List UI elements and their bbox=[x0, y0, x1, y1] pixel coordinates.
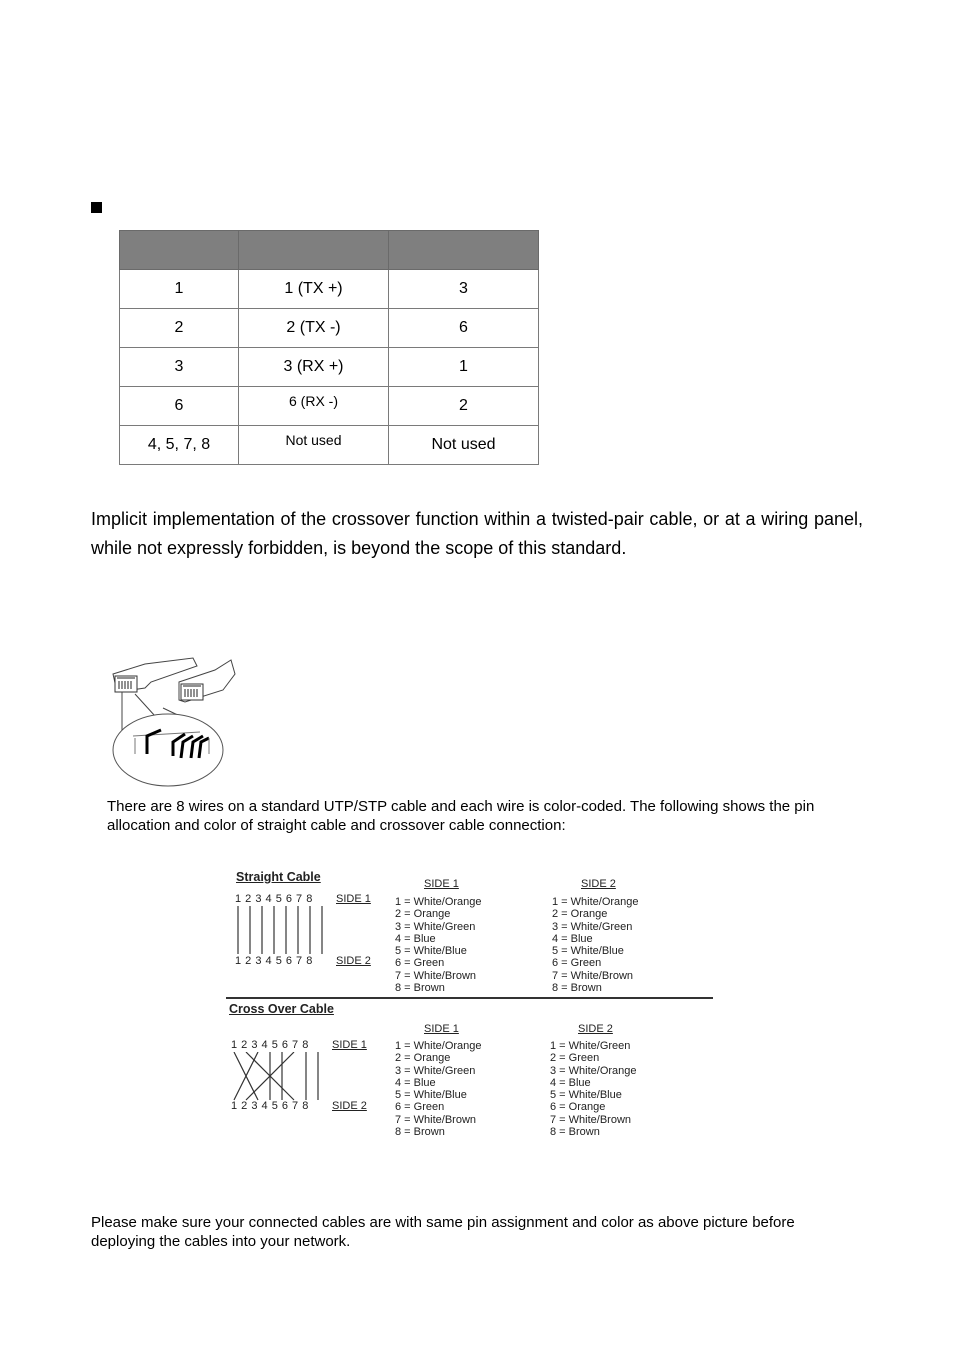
table-cell: 4, 5, 7, 8 bbox=[120, 426, 239, 465]
table-header-cell bbox=[389, 231, 539, 270]
table-cell: 1 bbox=[120, 270, 239, 309]
list-item: 1 = White/Orange bbox=[552, 896, 639, 908]
table-cell: 3 bbox=[389, 270, 539, 309]
straight-side1-label: SIDE 1 bbox=[336, 893, 371, 905]
footer-note: Please make sure your connected cables are with same pin assignment and color as above picture before deploying the cables into your network. bbox=[91, 1214, 795, 1250]
list-item: 1 = White/Orange bbox=[395, 896, 482, 908]
table-cell: 3 bbox=[120, 348, 239, 387]
straight-pins-top: 1 2 3 4 5 6 7 8 bbox=[235, 893, 313, 905]
straight-cable-title: Straight Cable bbox=[236, 870, 321, 884]
pin-assignment-table bbox=[119, 230, 539, 465]
list-item: 3 = White/Green bbox=[395, 1064, 476, 1077]
crossover-wires bbox=[232, 1052, 328, 1102]
list-item: 5 = White/Blue bbox=[395, 1089, 467, 1102]
list-item: 7 = White/Brown bbox=[395, 1113, 477, 1126]
table-cell: Not used bbox=[239, 426, 389, 465]
list-item: 4 = Blue bbox=[395, 932, 436, 945]
straight-wires bbox=[236, 906, 332, 956]
list-item: 3 = White/Green bbox=[395, 920, 476, 933]
list-item: 5 = White/Blue bbox=[395, 945, 467, 958]
table-header-cell bbox=[239, 231, 389, 270]
straight-side2-header: SIDE 2 bbox=[581, 878, 616, 890]
list-item: 1 = White/Orange bbox=[395, 1040, 482, 1052]
table-cell: 2 bbox=[389, 387, 539, 426]
table-cell: 1 bbox=[389, 348, 539, 387]
table-cell: 2 (TX -) bbox=[239, 309, 389, 348]
list-item: 3 = White/Orange bbox=[550, 1064, 637, 1077]
list-item: 6 = Green bbox=[395, 957, 445, 970]
list-item: 8 = Brown bbox=[552, 982, 602, 995]
list-item: 8 = Brown bbox=[550, 1126, 600, 1139]
list-item: 7 = White/Brown bbox=[552, 969, 634, 982]
list-item: 2 = Green bbox=[550, 1052, 600, 1065]
list-item: 7 = White/Brown bbox=[550, 1113, 632, 1126]
straight-side2-list bbox=[552, 896, 639, 994]
table-header-row bbox=[120, 231, 539, 270]
list-item: 6 = Green bbox=[395, 1101, 445, 1114]
wiring-caption: There are 8 wires on a standard UTP/STP cable and each wire is color-coded. The following shows the pin allocation and color of straight cable and crossover cable connection: bbox=[107, 798, 815, 834]
table-cell: 3 (RX +) bbox=[239, 348, 389, 387]
cross-side2-label: SIDE 2 bbox=[332, 1100, 367, 1112]
list-item: 6 = Green bbox=[552, 957, 602, 970]
table-cell: 6 (RX -) bbox=[239, 387, 389, 426]
table-cell: 6 bbox=[389, 309, 539, 348]
table-cell: 2 bbox=[120, 309, 239, 348]
table-cell: 6 bbox=[120, 387, 239, 426]
bullet-marker bbox=[91, 202, 102, 213]
rj45-cable-illustration bbox=[105, 650, 240, 790]
list-item: 8 = Brown bbox=[395, 982, 445, 995]
diagram-divider bbox=[226, 997, 713, 999]
table-header-cell bbox=[120, 231, 239, 270]
cross-side2-header: SIDE 2 bbox=[578, 1023, 613, 1035]
crossover-paragraph: Implicit implementation of the crossover function within a twisted-pair cable, or at a wiring panel, while not expressly forbidden, is beyond the scope of this standard. bbox=[91, 509, 863, 558]
list-item: 5 = White/Blue bbox=[550, 1089, 622, 1102]
list-item: 3 = White/Green bbox=[552, 920, 633, 933]
table-row bbox=[120, 309, 539, 348]
list-item: 2 = Orange bbox=[552, 908, 608, 921]
table-cell: 1 (TX +) bbox=[239, 270, 389, 309]
straight-side1-header: SIDE 1 bbox=[424, 878, 459, 890]
list-item: 5 = White/Blue bbox=[552, 945, 624, 958]
list-item: 6 = Orange bbox=[550, 1101, 606, 1114]
list-item: 4 = Blue bbox=[550, 1076, 591, 1089]
straight-side1-list bbox=[395, 896, 482, 994]
cross-side1-header: SIDE 1 bbox=[424, 1023, 459, 1035]
table-row bbox=[120, 270, 539, 309]
table-row bbox=[120, 387, 539, 426]
straight-pins-bottom: 1 2 3 4 5 6 7 8 bbox=[235, 955, 313, 967]
list-item: 2 = Orange bbox=[395, 908, 451, 921]
table-row bbox=[120, 348, 539, 387]
cross-side2-list bbox=[550, 1040, 637, 1138]
list-item: 7 = White/Brown bbox=[395, 969, 477, 982]
table-cell: Not used bbox=[389, 426, 539, 465]
cross-side1-label: SIDE 1 bbox=[332, 1039, 367, 1051]
straight-side2-label: SIDE 2 bbox=[336, 955, 371, 967]
table-row bbox=[120, 426, 539, 465]
wiring-diagram bbox=[224, 866, 716, 1146]
list-item: 4 = Blue bbox=[552, 932, 593, 945]
list-item: 1 = White/Green bbox=[550, 1040, 631, 1052]
cross-side1-list bbox=[395, 1040, 482, 1138]
cross-cable-title: Cross Over Cable bbox=[229, 1002, 334, 1016]
list-item: 8 = Brown bbox=[395, 1126, 445, 1139]
list-item: 2 = Orange bbox=[395, 1052, 451, 1065]
cross-pins-bottom: 1 2 3 4 5 6 7 8 bbox=[231, 1100, 309, 1112]
cross-pins-top: 1 2 3 4 5 6 7 8 bbox=[231, 1039, 309, 1051]
list-item: 4 = Blue bbox=[395, 1076, 436, 1089]
